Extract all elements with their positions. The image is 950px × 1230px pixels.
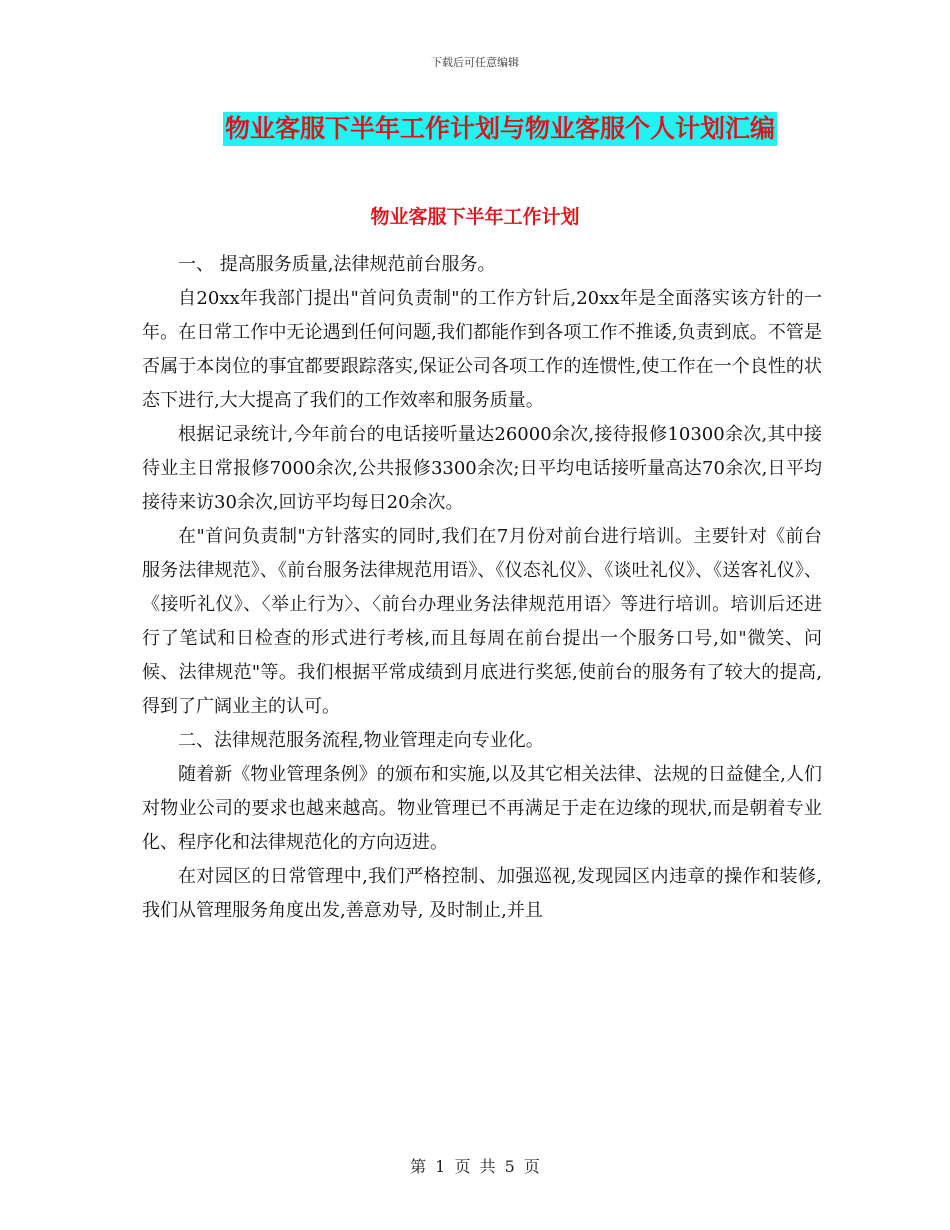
paragraph: 在对园区的日常管理中,我们严格控制、加强巡视,发现园区内违章的操作和装修,我们从管理服务角度出发,善意劝导, 及时制止,并且: [142, 866, 822, 921]
paragraph: 在"首问负责制"方针落实的同时,我们在7月份对前台进行培训。主要针对《前台服务法律规范》、《前台服务法律规范用语》、《仪态礼仪》、《谈吐礼仪》、《送客礼仪》、《接听礼仪》、〈举止行为〉、〈前台办理业务法律规范用语〉等进行培训。培训后还进行了笔试和日检查的形式进行考核,而且每周在前台提出一个服务口号,如"微笑、问候、法律规范"等。我们根据平常成绩到月底进行奖惩,使前台的服务有了较大的提高,得到了广阔业主的认可。: [142, 526, 822, 717]
page-header-note: 下载后可任意编辑: [431, 56, 519, 69]
section-title: 物业客服下半年工作计划: [370, 206, 580, 228]
document-body: [142, 248, 822, 928]
paragraph: 自20xx年我部门提出"首问负责制"的工作方针后,20xx年是全面落实该方针的一年。在日常工作中无论遇到任何问题,我们都能作到各项工作不推诿,负责到底。不管是否属于本岗位的事宜都要跟踪落实,保证公司各项工作的连惯性,使工作在一个良性的状态下进行,大大提高了我们的工作效率和服务质量。: [142, 288, 822, 411]
document-title-wrapper: [0, 112, 950, 146]
paragraph: 随着新《物业管理条例》的颁布和实施,以及其它相关法律、法规的日益健全,人们对物业公司的要求也越来越高。物业管理已不再满足于走在边缘的现状,而是朝着专业化、程序化和法律规范化的方向迈进。: [142, 764, 822, 853]
heading-2: 二、法律规范服务流程,物业管理走向专业化。: [178, 730, 544, 751]
page-number: 第 1 页 共 5 页: [410, 1157, 540, 1176]
paragraph: 根据记录统计,今年前台的电话接听量达26000余次,接待报修10300余次,其中接待业主日常报修7000余次,公共报修3300余次;日平均电话接听量高达70余次,日平均接待来访30余次,回访平均每日20余次。: [142, 424, 822, 513]
heading-1: 一、 提高服务质量,法律规范前台服务。: [178, 254, 496, 275]
document-title: 物业客服下半年工作计划与物业客服个人计划汇编: [223, 112, 777, 146]
